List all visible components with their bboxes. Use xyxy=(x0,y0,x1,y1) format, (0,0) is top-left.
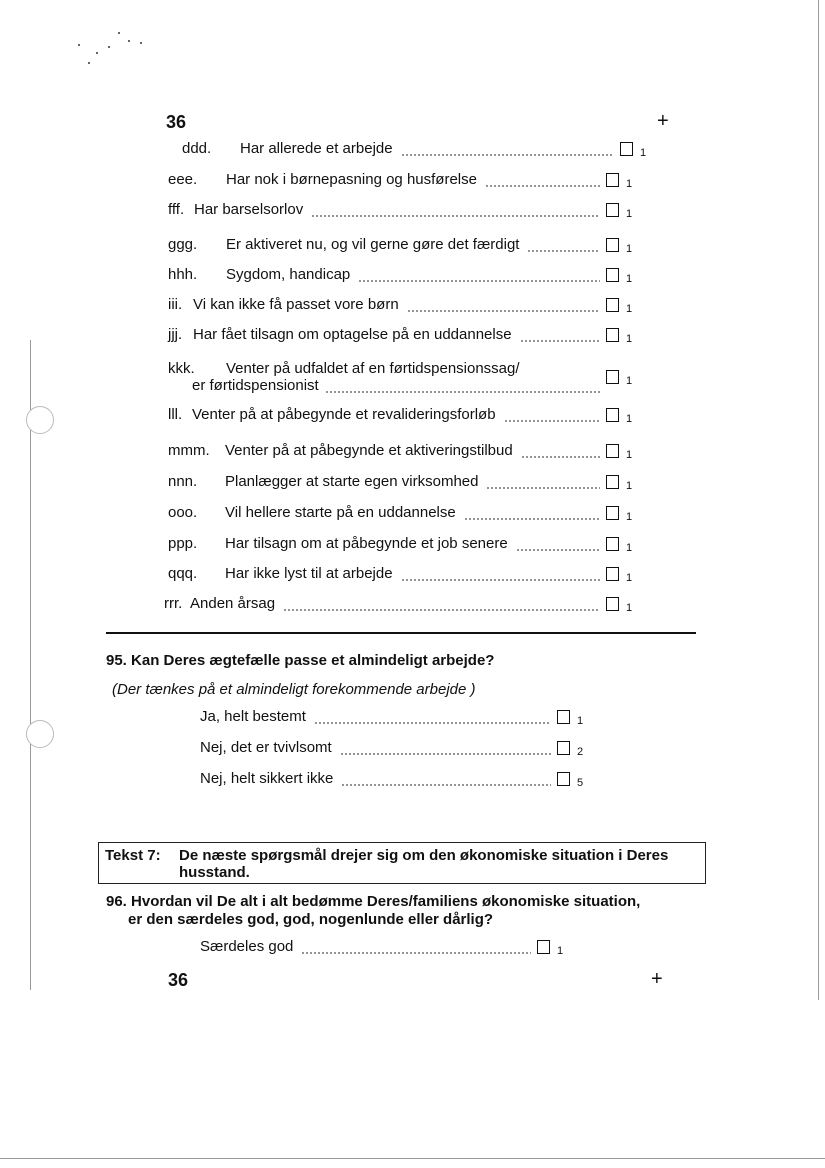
checkbox[interactable] xyxy=(606,203,619,217)
leader-dots xyxy=(301,938,531,956)
scan-speck xyxy=(140,42,142,44)
leader-dots xyxy=(464,504,600,522)
answer-code: 2 xyxy=(577,746,584,758)
q94-item-row xyxy=(0,360,825,400)
item-code: qqq. xyxy=(168,565,198,582)
checkbox[interactable] xyxy=(557,741,570,755)
checkbox[interactable] xyxy=(606,370,619,384)
answer-code: 1 xyxy=(577,715,584,727)
answer-code: 1 xyxy=(557,945,564,957)
page-edge-line xyxy=(0,1158,825,1159)
item-label: Venter på udfaldet af en førtidspensionssag/ xyxy=(226,360,520,377)
leader-dots xyxy=(516,535,600,553)
item-label: Har barselsorlov xyxy=(194,201,304,218)
page-number-bottom: 36 xyxy=(168,970,189,990)
item-label: Har nok i børnepasning og husførelse xyxy=(226,171,477,188)
section-divider xyxy=(106,632,696,634)
q94-item-row xyxy=(0,595,825,635)
scan-speck xyxy=(108,46,110,48)
checkbox[interactable] xyxy=(537,940,550,954)
scan-speck xyxy=(96,52,98,54)
checkbox[interactable] xyxy=(606,268,619,282)
checkbox[interactable] xyxy=(606,328,619,342)
answer-code: 1 xyxy=(626,375,633,387)
option-row xyxy=(0,739,825,759)
answer-code: 1 xyxy=(626,208,633,220)
plus-mark-top: + xyxy=(657,110,669,132)
leader-dots xyxy=(314,708,551,726)
option-row xyxy=(0,708,825,728)
item-label: Anden årsag xyxy=(190,595,276,612)
answer-code: 1 xyxy=(626,413,633,425)
item-code: eee. xyxy=(168,171,198,188)
leader-dots xyxy=(358,266,600,284)
checkbox[interactable] xyxy=(620,142,633,156)
item-code: nnn. xyxy=(168,473,198,490)
item-label: Vil hellere starte på en uddannelse xyxy=(225,504,456,521)
item-label: Venter på at påbegynde et aktiveringstilbud xyxy=(225,442,513,459)
checkbox[interactable] xyxy=(606,506,619,520)
scan-speck xyxy=(128,40,130,42)
item-code: jjj. xyxy=(168,326,183,343)
item-code: rrr. xyxy=(164,595,183,612)
option-label: Ja, helt bestemt xyxy=(200,708,306,725)
item-label: Har allerede et arbejde xyxy=(240,140,393,157)
answer-code: 1 xyxy=(626,333,633,345)
answer-code: 1 xyxy=(626,303,633,315)
checkbox[interactable] xyxy=(606,567,619,581)
leader-dots xyxy=(527,236,600,254)
leader-dots xyxy=(340,739,551,757)
item-label: Har ikke lyst til at arbejde xyxy=(225,565,393,582)
item-label: Er aktiveret nu, og vil gerne gøre det færdigt xyxy=(226,236,520,253)
answer-code: 1 xyxy=(640,147,647,159)
answer-code: 1 xyxy=(626,542,633,554)
item-label: Har fået tilsagn om optagelse på en uddannelse xyxy=(193,326,512,343)
q94-item-row xyxy=(0,201,825,241)
answer-code: 1 xyxy=(626,572,633,584)
leader-dots xyxy=(521,442,600,460)
checkbox[interactable] xyxy=(606,597,619,611)
tekst7-box xyxy=(98,842,706,884)
leader-dots xyxy=(504,406,600,424)
option-label: Særdeles god xyxy=(200,938,294,955)
tekst7-prefix: Tekst 7: xyxy=(105,847,161,864)
q96-title-line1: 96. Hvordan vil De alt i alt bedømme Deres/familiens økonomiske situation, xyxy=(106,893,641,910)
checkbox[interactable] xyxy=(606,537,619,551)
answer-code: 1 xyxy=(626,480,633,492)
answer-code: 1 xyxy=(626,273,633,285)
item-code: ggg. xyxy=(168,236,198,253)
item-code: hhh. xyxy=(168,266,198,283)
page-number-top: 36 xyxy=(166,112,187,132)
answer-code: 1 xyxy=(626,178,633,190)
item-label: Sygdom, handicap xyxy=(226,266,351,283)
item-code: fff. xyxy=(168,201,185,218)
item-code: ddd. xyxy=(182,140,212,157)
leader-dots xyxy=(485,171,600,189)
tekst7-line2: husstand. xyxy=(179,864,250,881)
item-code: lll. xyxy=(168,406,183,423)
item-label: Har tilsagn om at påbegynde et job senere xyxy=(225,535,508,552)
item-code: ooo. xyxy=(168,504,198,521)
item-code: kkk. xyxy=(168,360,195,377)
item-label: Vi kan ikke få passet vore børn xyxy=(193,296,399,313)
leader-dots xyxy=(486,473,600,491)
leader-dots xyxy=(520,326,600,344)
option-row xyxy=(0,938,825,958)
option-label: Nej, det er tvivlsomt xyxy=(200,739,332,756)
item-label-line2: er førtidspensionist xyxy=(192,377,319,394)
leader-dots xyxy=(401,565,600,583)
checkbox[interactable] xyxy=(557,710,570,724)
leader-dots xyxy=(401,140,614,158)
q95-title: 95. Kan Deres ægtefælle passe et almindeligt arbejde? xyxy=(106,652,495,669)
q96-title-line2: er den særdeles god, god, nogenlunde eller dårlig? xyxy=(128,911,494,928)
scan-speck xyxy=(78,44,80,46)
item-code: mmm. xyxy=(168,442,210,459)
item-code: ppp. xyxy=(168,535,198,552)
checkbox[interactable] xyxy=(557,772,570,786)
leader-dots xyxy=(341,770,551,788)
q95-subtitle: (Der tænkes på et almindeligt forekommende arbejde ) xyxy=(112,681,476,698)
checkbox[interactable] xyxy=(606,475,619,489)
leader-dots xyxy=(311,201,600,219)
q94-item-row xyxy=(0,406,825,446)
leader-dots xyxy=(325,377,600,395)
checkbox[interactable] xyxy=(606,298,619,312)
answer-code: 1 xyxy=(626,243,633,255)
item-code: iii. xyxy=(168,296,183,313)
option-label: Nej, helt sikkert ikke xyxy=(200,770,334,787)
item-label: Planlægger at starte egen virksomhed xyxy=(225,473,479,490)
checkbox[interactable] xyxy=(606,173,619,187)
scan-speck xyxy=(118,32,120,34)
checkbox[interactable] xyxy=(606,444,619,458)
answer-code: 5 xyxy=(577,777,584,789)
checkbox[interactable] xyxy=(606,408,619,422)
answer-code: 1 xyxy=(626,449,633,461)
leader-dots xyxy=(407,296,600,314)
option-row xyxy=(0,770,825,790)
answer-code: 1 xyxy=(626,511,633,523)
leader-dots xyxy=(283,595,600,613)
tekst7-line1: De næste spørgsmål drejer sig om den økonomiske situation i Deres xyxy=(179,847,669,864)
answer-code: 1 xyxy=(626,602,633,614)
checkbox[interactable] xyxy=(606,238,619,252)
plus-mark-bottom: + xyxy=(651,968,663,990)
scan-speck xyxy=(88,62,90,64)
item-label: Venter på at påbegynde et revalideringsforløb xyxy=(192,406,496,423)
